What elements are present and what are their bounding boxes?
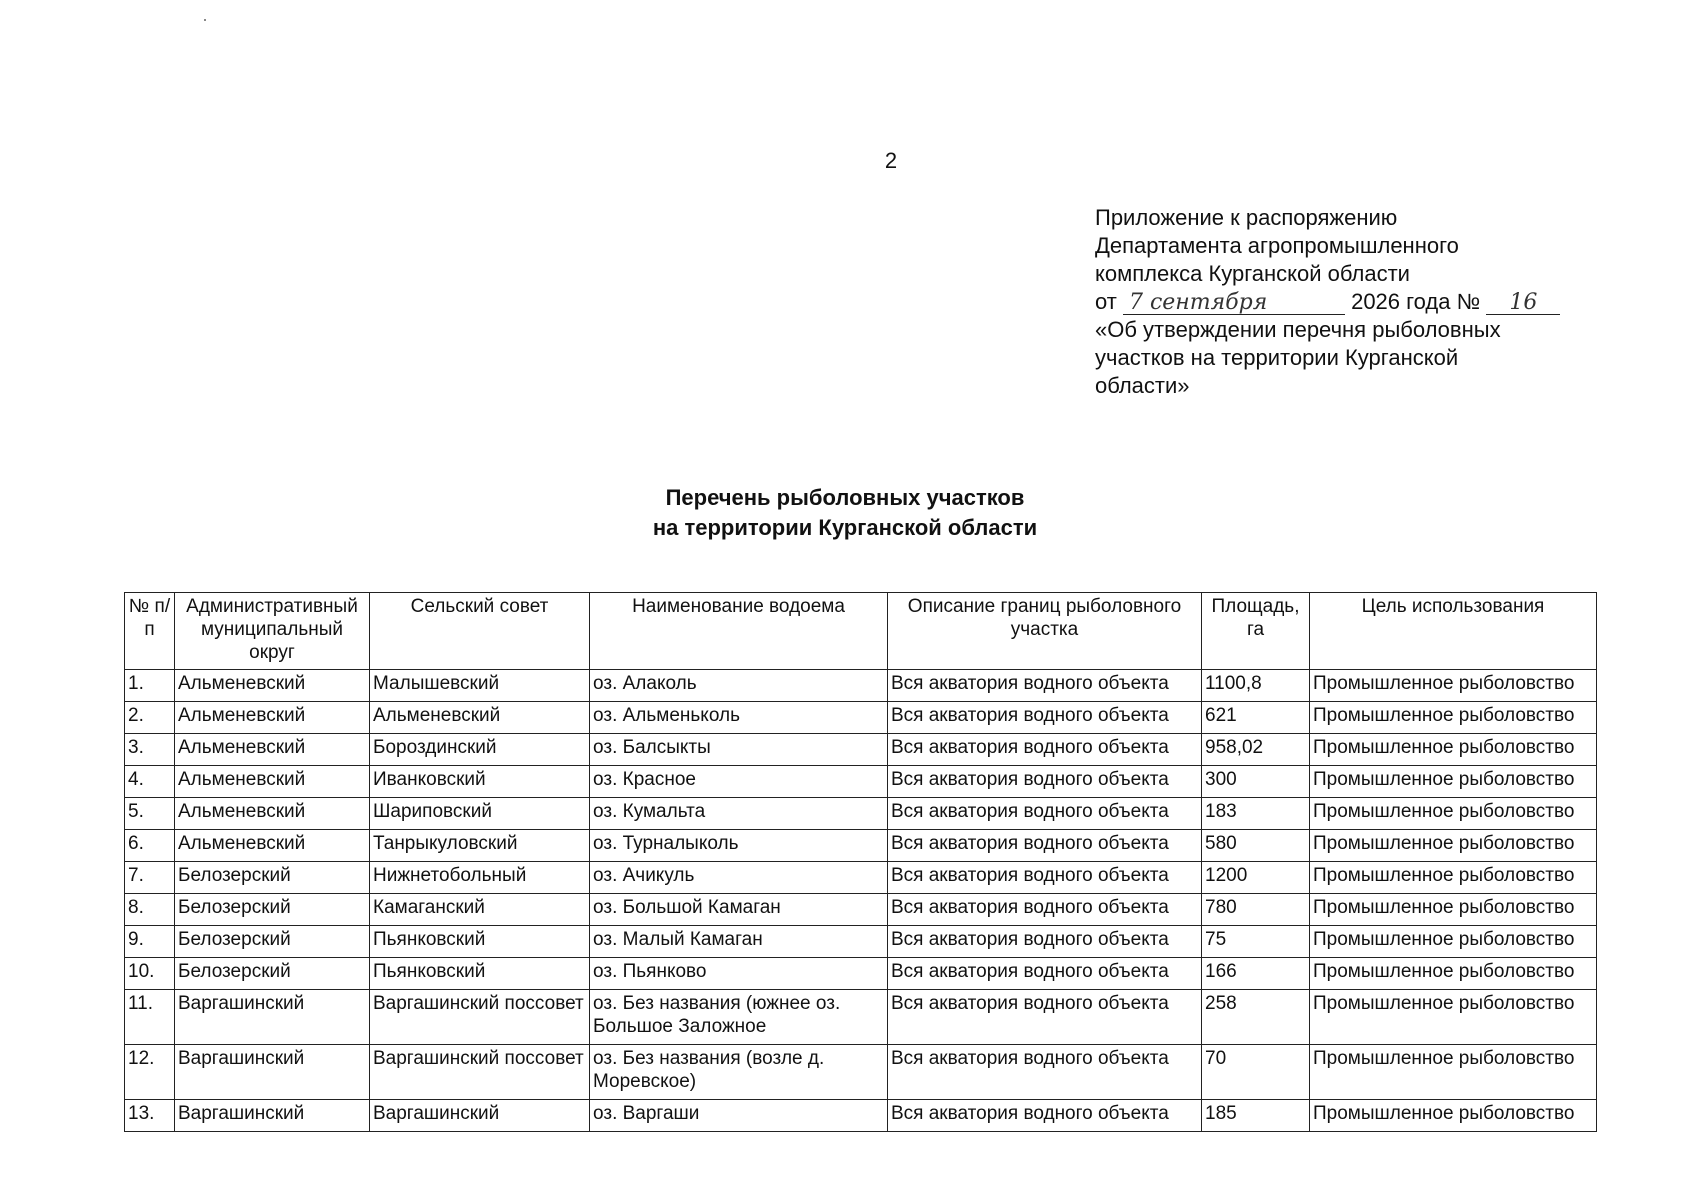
table-row (125, 734, 1597, 766)
cell-area: 258 (1202, 990, 1310, 1045)
appendix-line-7: области» (1095, 373, 1190, 398)
cell-purpose: Промышленное рыболовство (1310, 830, 1597, 862)
cell-area: 1200 (1202, 862, 1310, 894)
cell-waterbody: оз. Малый Камаган (590, 926, 888, 958)
table-row (125, 798, 1597, 830)
cell-waterbody: оз. Альменьколь (590, 702, 888, 734)
header-boundaries: Описание границ рыболовного участка (888, 593, 1202, 670)
cell-area: 185 (1202, 1100, 1310, 1132)
cell-waterbody: оз. Ачикуль (590, 862, 888, 894)
cell-council: Танрыкуловский (370, 830, 590, 862)
cell-boundaries: Вся акватория водного объекта (888, 830, 1202, 862)
appendix-line-2: Департамента агропромышленного (1095, 233, 1459, 258)
from-prefix: от (1095, 289, 1117, 314)
table-row (125, 926, 1597, 958)
cell-area: 780 (1202, 894, 1310, 926)
cell-area: 621 (1202, 702, 1310, 734)
cell-num: 12. (125, 1045, 175, 1100)
cell-district: Альменевский (175, 798, 370, 830)
cell-num: 8. (125, 894, 175, 926)
cell-council: Малышевский (370, 670, 590, 702)
document-title (0, 483, 1690, 543)
cell-area: 70 (1202, 1045, 1310, 1100)
cell-area: 75 (1202, 926, 1310, 958)
cell-purpose: Промышленное рыболовство (1310, 926, 1597, 958)
cell-boundaries: Вся акватория водного объекта (888, 990, 1202, 1045)
cell-council: Пьянковский (370, 958, 590, 990)
handwritten-number: 16 (1486, 292, 1560, 315)
cell-area: 183 (1202, 798, 1310, 830)
cell-purpose: Промышленное рыболовство (1310, 670, 1597, 702)
cell-purpose: Промышленное рыболовство (1310, 798, 1597, 830)
cell-council: Нижнетобольный (370, 862, 590, 894)
header-council: Сельский совет (370, 593, 590, 670)
cell-area: 580 (1202, 830, 1310, 862)
cell-num: 3. (125, 734, 175, 766)
cell-num: 1. (125, 670, 175, 702)
cell-waterbody: оз. Пьянково (590, 958, 888, 990)
cell-purpose: Промышленное рыболовство (1310, 1045, 1597, 1100)
cell-district: Альменевский (175, 734, 370, 766)
cell-council: Камаганский (370, 894, 590, 926)
cell-district: Альменевский (175, 766, 370, 798)
cell-district: Альменевский (175, 830, 370, 862)
appendix-line-5: «Об утверждении перечня рыболовных (1095, 317, 1501, 342)
cell-num: 10. (125, 958, 175, 990)
cell-purpose: Промышленное рыболовство (1310, 734, 1597, 766)
title-line-1: Перечень рыболовных участков (665, 485, 1025, 510)
cell-purpose: Промышленное рыболовство (1310, 958, 1597, 990)
cell-boundaries: Вся акватория водного объекта (888, 798, 1202, 830)
cell-council: Варгашинский поссовет (370, 990, 590, 1045)
cell-boundaries: Вся акватория водного объекта (888, 862, 1202, 894)
cell-purpose: Промышленное рыболовство (1310, 766, 1597, 798)
cell-boundaries: Вся акватория водного объекта (888, 766, 1202, 798)
table-row (125, 894, 1597, 926)
cell-council: Иванковский (370, 766, 590, 798)
cell-waterbody: оз. Кумальта (590, 798, 888, 830)
cell-num: 2. (125, 702, 175, 734)
cell-num: 11. (125, 990, 175, 1045)
cell-area: 1100,8 (1202, 670, 1310, 702)
cell-waterbody: оз. Варгаши (590, 1100, 888, 1132)
cell-boundaries: Вся акватория водного объекта (888, 702, 1202, 734)
cell-boundaries: Вся акватория водного объекта (888, 1100, 1202, 1132)
cell-waterbody: оз. Без названия (южнее оз. Большое Заложное (590, 990, 888, 1045)
table-row (125, 990, 1597, 1045)
table-row (125, 766, 1597, 798)
table-row (125, 1100, 1597, 1132)
cell-council: Пьянковский (370, 926, 590, 958)
cell-num: 7. (125, 862, 175, 894)
appendix-line-3: комплекса Курганской области (1095, 261, 1410, 286)
year-text: 2026 года № (1351, 289, 1481, 314)
appendix-line-1: Приложение к распоряжению (1095, 205, 1398, 230)
cell-waterbody: оз. Турналыколь (590, 830, 888, 862)
cell-council: Варгашинский поссовет (370, 1045, 590, 1100)
cell-waterbody: оз. Большой Камаган (590, 894, 888, 926)
header-area: Площадь, га (1202, 593, 1310, 670)
header-district: Административный муниципальный округ (175, 593, 370, 670)
cell-purpose: Промышленное рыболовство (1310, 1100, 1597, 1132)
table-body (125, 670, 1597, 1132)
cell-num: 6. (125, 830, 175, 862)
cell-waterbody: оз. Красное (590, 766, 888, 798)
cell-area: 958,02 (1202, 734, 1310, 766)
cell-num: 5. (125, 798, 175, 830)
cell-district: Белозерский (175, 894, 370, 926)
table-row (125, 1045, 1597, 1100)
cell-area: 300 (1202, 766, 1310, 798)
cell-area: 166 (1202, 958, 1310, 990)
cell-purpose: Промышленное рыболовство (1310, 702, 1597, 734)
table-row (125, 670, 1597, 702)
cell-num: 13. (125, 1100, 175, 1132)
cell-district: Альменевский (175, 702, 370, 734)
cell-purpose: Промышленное рыболовство (1310, 894, 1597, 926)
table-row (125, 862, 1597, 894)
cell-council: Варгашинский (370, 1100, 590, 1132)
header-num: № п/п (125, 593, 175, 670)
appendix-date-line (1095, 288, 1575, 316)
cell-boundaries: Вся акватория водного объекта (888, 894, 1202, 926)
scan-speck (204, 19, 206, 21)
cell-boundaries: Вся акватория водного объекта (888, 926, 1202, 958)
cell-council: Бороздинский (370, 734, 590, 766)
cell-council: Шариповский (370, 798, 590, 830)
cell-boundaries: Вся акватория водного объекта (888, 1045, 1202, 1100)
header-purpose: Цель использования (1310, 593, 1597, 670)
cell-boundaries: Вся акватория водного объекта (888, 958, 1202, 990)
cell-purpose: Промышленное рыболовство (1310, 862, 1597, 894)
cell-council: Альменевский (370, 702, 590, 734)
cell-waterbody: оз. Балсыкты (590, 734, 888, 766)
cell-boundaries: Вся акватория водного объекта (888, 670, 1202, 702)
header-waterbody: Наименование водоема (590, 593, 888, 670)
cell-waterbody: оз. Алаколь (590, 670, 888, 702)
table-row (125, 958, 1597, 990)
cell-district: Альменевский (175, 670, 370, 702)
fishing-areas-table (124, 592, 1597, 1132)
appendix-block (1095, 204, 1575, 400)
table-row (125, 702, 1597, 734)
cell-num: 9. (125, 926, 175, 958)
cell-district: Белозерский (175, 862, 370, 894)
cell-district: Белозерский (175, 926, 370, 958)
cell-waterbody: оз. Без названия (возле д. Моревское) (590, 1045, 888, 1100)
appendix-line-6: участков на территории Курганской (1095, 345, 1459, 370)
table-header-row (125, 593, 1597, 670)
table-row (125, 830, 1597, 862)
cell-num: 4. (125, 766, 175, 798)
title-line-2: на территории Курганской области (652, 515, 1038, 540)
cell-district: Варгашинский (175, 990, 370, 1045)
cell-boundaries: Вся акватория водного объекта (888, 734, 1202, 766)
cell-district: Варгашинский (175, 1045, 370, 1100)
handwritten-date: 7 сентября (1123, 292, 1345, 315)
cell-district: Белозерский (175, 958, 370, 990)
page-number: 2 (884, 148, 898, 173)
cell-purpose: Промышленное рыболовство (1310, 990, 1597, 1045)
cell-district: Варгашинский (175, 1100, 370, 1132)
